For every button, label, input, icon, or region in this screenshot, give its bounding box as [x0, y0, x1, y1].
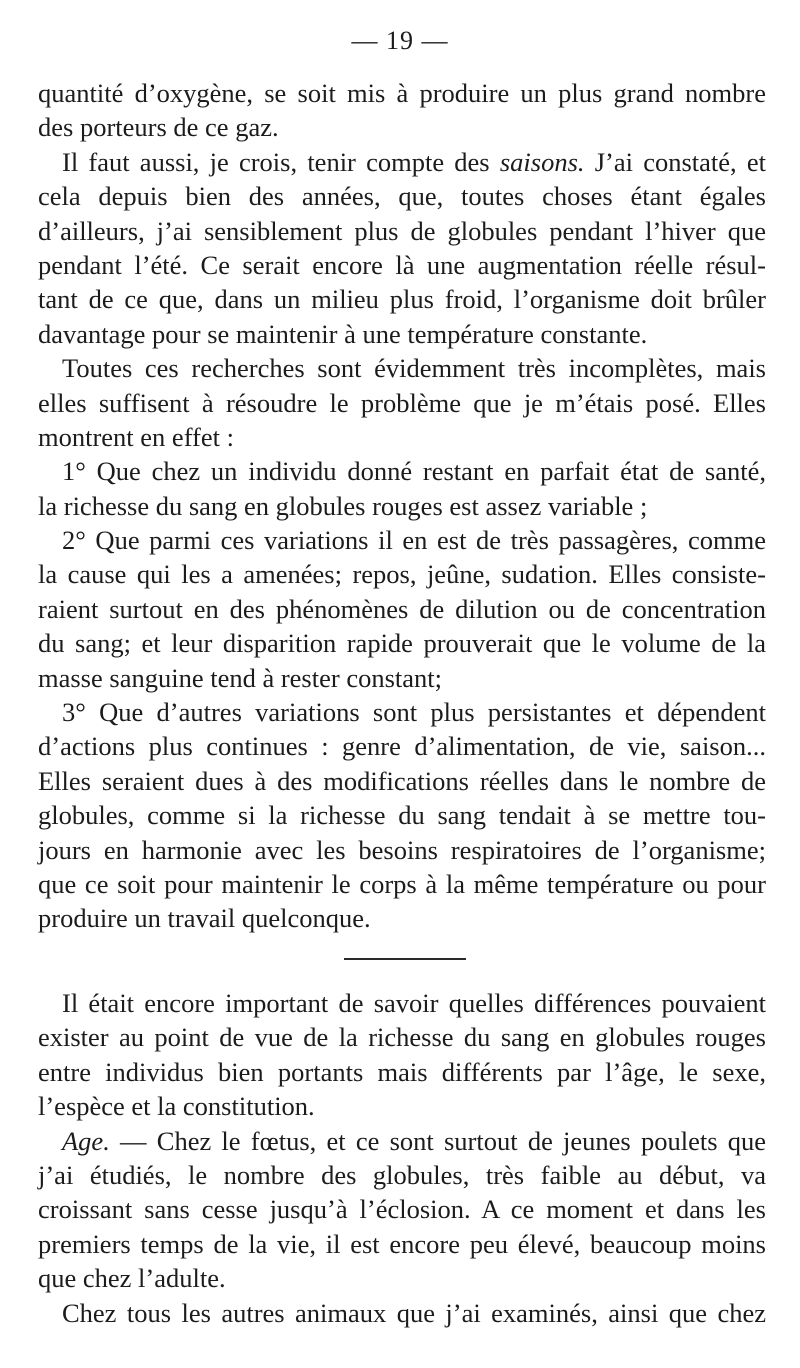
line-text: que chez l’adulte. — [38, 1263, 226, 1294]
line-text: exister au point de vue de la richesse du sang en globules rouges — [38, 1022, 766, 1053]
line-text: Toutes ces recherches sont évidemment très incomplètes, mais — [62, 353, 766, 384]
text-line — [38, 282, 766, 316]
line-text: Elles seraient dues à des modifications réelles dans le nombre de — [38, 765, 766, 796]
text-line — [38, 523, 766, 557]
line-text: entre individus bien portants mais différents par l’âge, le sexe, — [38, 1056, 766, 1087]
text-line — [38, 695, 766, 729]
text-line — [38, 454, 766, 488]
section-divider — [344, 958, 466, 960]
text-section-2 — [38, 986, 766, 1330]
line-text: la cause qui les a amenées; repos, jeûne, sudation. Elles consiste- — [38, 559, 766, 590]
line-text: produire un travail quelconque. — [38, 903, 371, 934]
text-line — [38, 901, 766, 935]
text-line — [38, 489, 766, 523]
page-number: — 19 — — [351, 26, 449, 55]
text-line — [38, 729, 766, 763]
line-text: 3° Que d’autres variations sont plus persistantes et dépendent — [62, 697, 766, 728]
line-text: Il faut aussi, je crois, tenir compte des — [62, 146, 500, 177]
line-text: l’espèce et la constitution. — [38, 1091, 315, 1122]
text-line — [38, 420, 766, 454]
text-line — [38, 661, 766, 695]
line-text: du sang; et leur disparition rapide prouverait que le volume de la — [38, 628, 766, 659]
text-line — [38, 557, 766, 591]
text-line — [38, 833, 766, 867]
text-line — [38, 179, 766, 213]
line-text: que ce soit pour maintenir le corps à la même température ou pour — [38, 868, 766, 899]
line-text: tant de ce que, dans un milieu plus froid, l’organisme doit brûler — [38, 284, 766, 315]
line-text: 1° Que chez un individu donné restant en parfait état de santé, — [62, 456, 766, 487]
text-line — [38, 764, 766, 798]
text-line — [38, 1055, 766, 1089]
text-line — [38, 214, 766, 248]
line-text: croissant sans cesse jusqu’à l’éclosion. A ce moment et dans les — [38, 1194, 766, 1225]
text-line — [38, 76, 766, 110]
line-text: Il était encore important de savoir quelles différences pouvaient — [62, 988, 766, 1018]
text-line — [38, 1158, 766, 1192]
line-text: montrent en effet : — [38, 421, 234, 452]
line-text: Chez tous les autres animaux que j’ai examinés, ainsi que chez — [62, 1297, 766, 1328]
text-line — [38, 798, 766, 832]
line-text: j’ai étudiés, le nombre des globules, très faible au début, va — [38, 1159, 766, 1190]
text-line — [38, 1124, 766, 1158]
text-line — [38, 386, 766, 420]
text-line — [38, 110, 766, 144]
italic-term: saisons. — [499, 146, 585, 177]
text-line — [38, 1192, 766, 1226]
text-line — [38, 986, 766, 1020]
line-text: quantité d’oxygène, se soit mis à produire un plus grand nombre — [38, 78, 766, 108]
text-line — [38, 1227, 766, 1261]
text-line — [38, 317, 766, 351]
italic-term: Age. — [62, 1125, 110, 1156]
text-line — [38, 867, 766, 901]
line-text: premiers temps de la vie, il est encore peu élevé, beaucoup moins — [38, 1228, 766, 1259]
text-line — [38, 248, 766, 282]
line-text: d’ailleurs, j’ai sensiblement plus de globules pendant l’hiver que — [38, 215, 766, 246]
line-text: davantage pour se maintenir à une température constante. — [38, 318, 648, 349]
line-text: raient surtout en des phénomènes de dilution ou de concentration — [38, 593, 766, 624]
line-text: globules, comme si la richesse du sang tendait à se mettre tou- — [38, 800, 766, 831]
text-line — [38, 1296, 766, 1330]
text-line — [38, 626, 766, 660]
line-text: pendant l’été. Ce serait encore là une augmentation réelle résul- — [38, 249, 766, 280]
text-line — [38, 592, 766, 626]
line-text: masse sanguine tend à rester constant; — [38, 662, 442, 693]
line-text: cela depuis bien des années, que, toutes choses étant égales — [38, 181, 766, 212]
line-text: jours en harmonie avec les besoins respiratoires de l’organisme; — [38, 834, 766, 865]
text-line — [38, 1261, 766, 1295]
line-text: elles suffisent à résoudre le problème que je m’étais posé. Elles — [38, 387, 766, 418]
text-section-1 — [38, 76, 766, 936]
text-line — [38, 1020, 766, 1054]
line-text-continued: J’ai constaté, et — [584, 146, 766, 177]
line-text: des porteurs de ce gaz. — [38, 112, 279, 143]
text-line — [38, 351, 766, 385]
line-text-continued: — Chez le fœtus, et ce sont surtout de jeunes poulets que — [109, 1125, 766, 1156]
line-text: la richesse du sang en globules rouges est assez variable ; — [38, 490, 648, 521]
line-text: 2° Que parmi ces variations il en est de très passagères, comme — [62, 525, 766, 556]
text-line — [38, 1089, 766, 1123]
text-line — [38, 145, 766, 179]
line-text: d’actions plus continues : genre d’alimentation, de vie, saison... — [38, 731, 766, 762]
